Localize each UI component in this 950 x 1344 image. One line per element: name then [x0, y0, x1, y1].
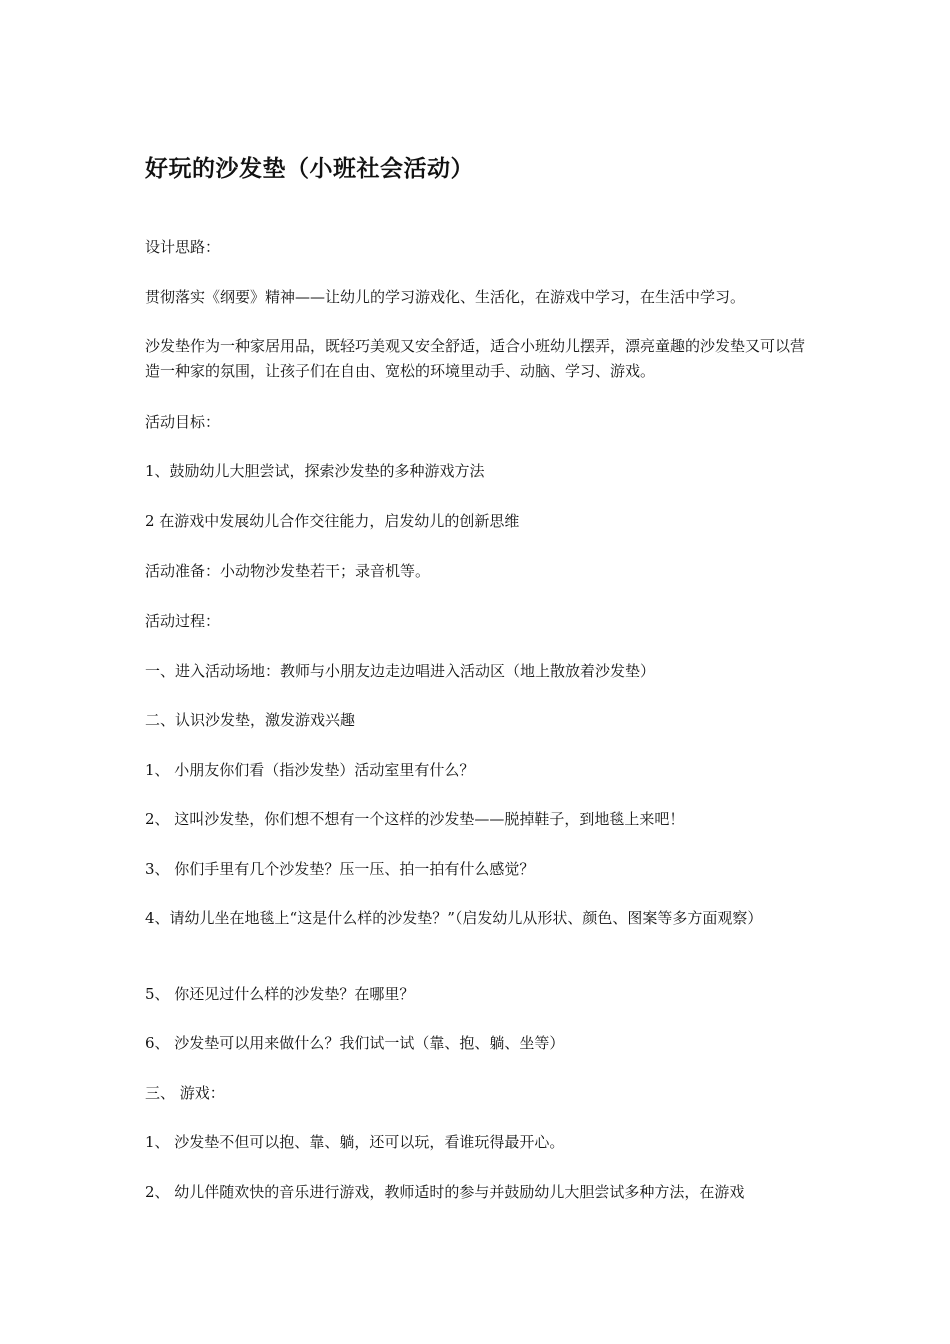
- paragraph-goal-1: 1、鼓励幼儿大胆尝试，探索沙发垫的多种游戏方法: [145, 462, 485, 480]
- paragraph-step-two: 二、认识沙发垫，激发游戏兴趣: [145, 711, 356, 729]
- paragraph-item-3: 3、 你们手里有几个沙发垫？压一压、拍一拍有什么感觉？: [145, 860, 535, 878]
- document-title: 好玩的沙发垫（小班社会活动）: [145, 156, 474, 182]
- paragraph-game-2: 2、 幼儿伴随欢快的音乐进行游戏，教师适时的参与并鼓励幼儿大胆尝试多种方法，在游戏: [145, 1183, 745, 1201]
- paragraph-item-1: 1、 小朋友你们看（指沙发垫）活动室里有什么？: [145, 761, 475, 779]
- paragraph-design-idea-1: 贯彻落实《纲要》精神——让幼儿的学习游戏化、生活化，在游戏中学习，在生活中学习。: [145, 288, 746, 306]
- paragraph-design-idea-2: 沙发垫作为一种家居用品，既轻巧美观又安全舒适，适合小班幼儿摆弄，漂亮童趣的沙发垫又可以营造一种家的氛围，让孩子们在自由、宽松的环境里动手、动脑、学习、游戏。: [145, 337, 806, 380]
- paragraph-item-2: 2、 这叫沙发垫，你们想不想有一个这样的沙发垫——脱掉鞋子，到地毯上来吧！: [145, 810, 685, 828]
- paragraph-goal-2: 2 在游戏中发展幼儿合作交往能力，启发幼儿的创新思维: [145, 512, 520, 530]
- paragraph-game-1: 1、 沙发垫不但可以抱、靠、躺，还可以玩，看谁玩得最开心。: [145, 1133, 565, 1151]
- paragraph-step-one: 一、进入活动场地：教师与小朋友边走边唱进入活动区（地上散放着沙发垫）: [145, 662, 656, 680]
- paragraph-preparation: 活动准备：小动物沙发垫若干；录音机等。: [145, 562, 431, 580]
- paragraph-goals-heading: 活动目标：: [145, 413, 221, 431]
- paragraph-item-4: 4、请幼儿坐在地毯上“这是什么样的沙发垫？”（启发幼儿从形状、颜色、图案等多方面观察）: [145, 909, 763, 927]
- paragraph-item-6: 6、 沙发垫可以用来做什么？我们试一试（靠、抱、躺、坐等）: [145, 1034, 565, 1052]
- paragraph-process-heading: 活动过程：: [145, 612, 221, 630]
- paragraph-design-idea-heading: 设计思路：: [145, 238, 221, 256]
- paragraph-step-three: 三、 游戏：: [145, 1084, 225, 1102]
- paragraph-item-5: 5、 你还见过什么样的沙发垫？在哪里？: [145, 985, 415, 1003]
